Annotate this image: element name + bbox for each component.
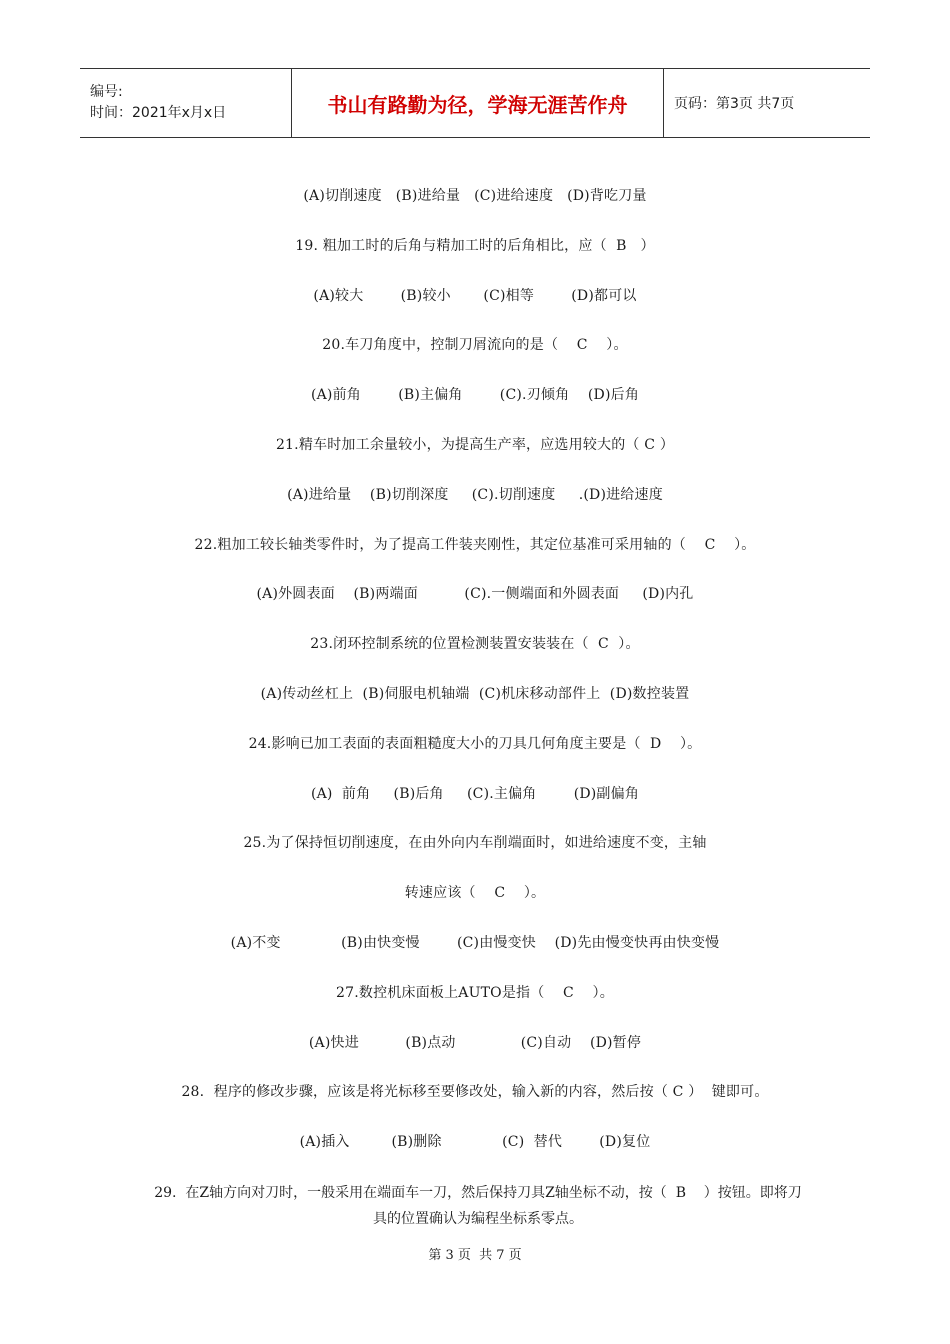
document-number-label: 编号: bbox=[90, 84, 123, 100]
document-time-label: 时间：2021年x月x日 bbox=[90, 105, 227, 121]
options-21: (A)进给量 (B)切削深度 (C).切削速度 .(D)进给速度 bbox=[287, 486, 663, 503]
question-20: 20.车刀角度中，控制刀屑流向的是（ C ）。 bbox=[322, 337, 628, 354]
options-18: (A)切削速度 (B)进给量 (C)进给速度 (D)背吃刀量 bbox=[303, 188, 647, 204]
question-list bbox=[0, 178, 950, 1174]
page-footer: 第 3 页 共 7 页 bbox=[428, 1248, 522, 1263]
options-24: (A) 前角 (B)后角 (C).主偏角 (D)副偏角 bbox=[310, 785, 640, 802]
options-22: (A)外圆表面 (B)两端面 (C).一侧端面和外圆表面 (D)内孔 bbox=[256, 586, 694, 603]
question-28: 28. 程序的修改步骤，应该是将光标移至要修改处，输入新的内容，然后按（ C ） 键即可。 bbox=[181, 1084, 769, 1101]
question-25-line1: 25.为了保持恒切削速度，在由外向内车削端面时，如进给速度不变，主轴 bbox=[243, 835, 707, 852]
options-19: (A)较大 (B)较小 (C)相等 (D)都可以 bbox=[313, 287, 637, 304]
options-23: (A)传动丝杠上 (B)伺服电机轴端 (C)机床移动部件上 (D)数控装置 bbox=[260, 685, 690, 702]
header-motto: 书山有路勤为径，学海无涯苦作舟 bbox=[292, 69, 664, 137]
question-27: 27.数控机床面板上AUTO是指（ C ）。 bbox=[336, 984, 614, 1001]
question-24: 24.影响已加工表面的表面粗糙度大小的刀具几何角度主要是（ D ）。 bbox=[248, 735, 702, 752]
options-20: (A)前角 (B)主偏角 (C).刃倾角 (D)后角 bbox=[310, 387, 640, 404]
options-28: (A)插入 (B)删除 (C) 替代 (D)复位 bbox=[299, 1134, 651, 1151]
question-22: 22.粗加工较长轴类零件时，为了提高工件装夹刚性，其定位基准可采用轴的（ C ）。 bbox=[194, 536, 756, 553]
question-25-line2: 转速应该（ C ）。 bbox=[404, 885, 546, 902]
question-19: 19. 粗加工时的后角与精加工时的后角相比，应（ B ） bbox=[295, 237, 655, 254]
options-25: (A)不变 (B)由快变慢 (C)由慢变快 (D)先由慢变快再由快变慢 bbox=[230, 934, 720, 951]
header-meta bbox=[80, 69, 292, 137]
header-page-code: 页码：第3页 共7页 bbox=[674, 96, 795, 112]
question-29: 29. 在Z轴方向对刀时，一般采用在端面车一刀，然后保持刀具Z轴坐标不动，按（ B ）按钮。即将刀具的位置确认为编程坐标系零点。 bbox=[154, 1185, 802, 1227]
question-23: 23.闭环控制系统的位置检测装置安装装在（ C ）。 bbox=[310, 636, 640, 653]
options-27: (A)快进 (B)点动 (C)自动 (D)暂停 bbox=[308, 1034, 642, 1051]
page-header bbox=[80, 68, 870, 138]
question-21: 21.精车时加工余量较小，为提高生产率，应选用较大的（ C ） bbox=[275, 436, 675, 453]
